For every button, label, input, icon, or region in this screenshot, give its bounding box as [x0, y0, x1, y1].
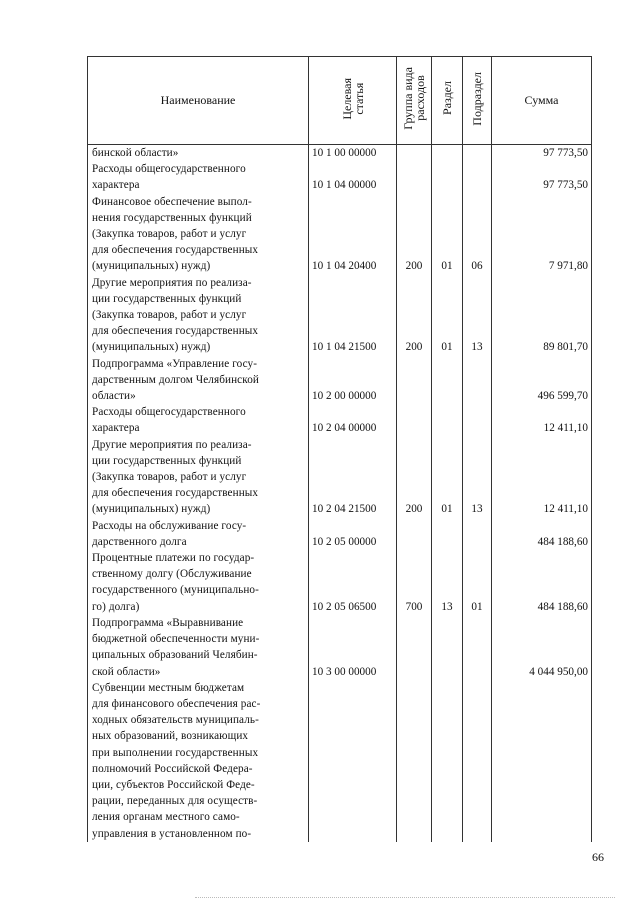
- cell-name: Субвенции местным бюджетам для финансового обеспечения рас- ходных обязательств муниципаль- ных образований, возникающих при выполнении государственных полномочий Российской Федера- ции, субъектов Российской Феде- рации, переданных для осуществ- ления органам местного само- управления в установленном по-: [88, 680, 309, 842]
- cell-expense-group: 700: [397, 550, 432, 615]
- cell-subsection: [463, 518, 492, 550]
- table-header-row: [88, 57, 592, 145]
- cell-subsection: 13: [463, 437, 492, 518]
- cell-name: Подпрограмма «Управление госу- дарственным долгом Челябинской области»: [88, 356, 309, 405]
- cell-name: Процентные платежи по государ- ственному долгу (Обслуживание государственного (муниципально- го) долга): [88, 550, 309, 615]
- cell-target-article: 10 2 04 00000: [309, 404, 397, 436]
- cell-section: [432, 680, 463, 842]
- cell-subsection: 01: [463, 550, 492, 615]
- cell-sum: 4 044 950,00: [492, 615, 592, 680]
- cell-sum: 484 188,60: [492, 550, 592, 615]
- cell-target-article: 10 1 04 20400: [309, 194, 397, 275]
- cell-subsection: [463, 680, 492, 842]
- cell-expense-group: [397, 161, 432, 193]
- header-target-article: Целевая статья: [309, 57, 397, 145]
- cell-name: Финансовое обеспечение выпол- нения государственных функций (Закупка товаров, работ и услуг для обеспечения государственных (муниципальных) нужд): [88, 194, 309, 275]
- header-section: Раздел: [432, 57, 463, 145]
- cell-name: Подпрограмма «Выравнивание бюджетной обеспеченности муни- ципальных образований Челябин- ской области»: [88, 615, 309, 680]
- cell-section: 13: [432, 550, 463, 615]
- cell-target-article: 10 2 05 06500: [309, 550, 397, 615]
- cell-sum: 496 599,70: [492, 356, 592, 405]
- table-row: [88, 404, 592, 436]
- table-row: [88, 615, 592, 680]
- cell-sum: [492, 680, 592, 842]
- header-name: Наименование: [88, 57, 309, 145]
- cell-expense-group: [397, 615, 432, 680]
- cell-sum: 97 773,50: [492, 161, 592, 193]
- cell-expense-group: 200: [397, 437, 432, 518]
- table-row: [88, 518, 592, 550]
- cell-target-article: 10 2 04 21500: [309, 437, 397, 518]
- cell-subsection: [463, 615, 492, 680]
- cell-sum: 484 188,60: [492, 518, 592, 550]
- header-expense-group: Группа вида расходов: [397, 57, 432, 145]
- cell-expense-group: [397, 356, 432, 405]
- table-row: [88, 161, 592, 193]
- cell-name: бинской области»: [88, 145, 309, 162]
- cell-section: [432, 145, 463, 162]
- cell-target-article: 10 2 00 00000: [309, 356, 397, 405]
- table-row: [88, 194, 592, 275]
- cell-target-article: 10 1 04 00000: [309, 161, 397, 193]
- cell-section: 01: [432, 194, 463, 275]
- cell-subsection: 13: [463, 275, 492, 356]
- cell-name: Расходы на обслуживание госу- дарственного долга: [88, 518, 309, 550]
- cell-sum: 12 411,10: [492, 437, 592, 518]
- cell-subsection: [463, 145, 492, 162]
- table-row: [88, 680, 592, 842]
- table-row: [88, 550, 592, 615]
- cell-sum: 89 801,70: [492, 275, 592, 356]
- cell-name: Другие мероприятия по реализа- ции государственных функций (Закупка товаров, работ и услуг для обеспечения государственных (муниципальных) нужд): [88, 437, 309, 518]
- cell-expense-group: 200: [397, 275, 432, 356]
- cell-target-article: 10 3 00 00000: [309, 615, 397, 680]
- cell-subsection: [463, 161, 492, 193]
- cell-section: 01: [432, 437, 463, 518]
- table-row: [88, 356, 592, 405]
- cell-subsection: [463, 356, 492, 405]
- cell-sum: 97 773,50: [492, 145, 592, 162]
- cell-expense-group: [397, 518, 432, 550]
- cell-subsection: [463, 404, 492, 436]
- cell-target-article: [309, 680, 397, 842]
- cell-section: [432, 356, 463, 405]
- cell-expense-group: [397, 145, 432, 162]
- cell-section: 01: [432, 275, 463, 356]
- cell-name: Другие мероприятия по реализа- ции государственных функций (Закупка товаров, работ и услуг для обеспечения государственных (муниципальных) нужд): [88, 275, 309, 356]
- table-row: [88, 437, 592, 518]
- cell-target-article: 10 2 05 00000: [309, 518, 397, 550]
- cell-section: [432, 615, 463, 680]
- cell-sum: 12 411,10: [492, 404, 592, 436]
- cell-subsection: 06: [463, 194, 492, 275]
- table-row: [88, 145, 592, 162]
- cell-section: [432, 404, 463, 436]
- footer-rule: [195, 897, 615, 898]
- cell-name: Расходы общегосударственного характера: [88, 404, 309, 436]
- cell-expense-group: [397, 680, 432, 842]
- cell-expense-group: 200: [397, 194, 432, 275]
- budget-table: [87, 56, 592, 842]
- cell-target-article: 10 1 04 21500: [309, 275, 397, 356]
- table-row: [88, 275, 592, 356]
- header-subsection: Подраздел: [463, 57, 492, 145]
- cell-name: Расходы общегосударственного характера: [88, 161, 309, 193]
- cell-sum: 7 971,80: [492, 194, 592, 275]
- cell-expense-group: [397, 404, 432, 436]
- header-sum: Сумма: [492, 57, 592, 145]
- cell-target-article: 10 1 00 00000: [309, 145, 397, 162]
- cell-section: [432, 518, 463, 550]
- cell-section: [432, 161, 463, 193]
- page-number: 66: [592, 850, 604, 864]
